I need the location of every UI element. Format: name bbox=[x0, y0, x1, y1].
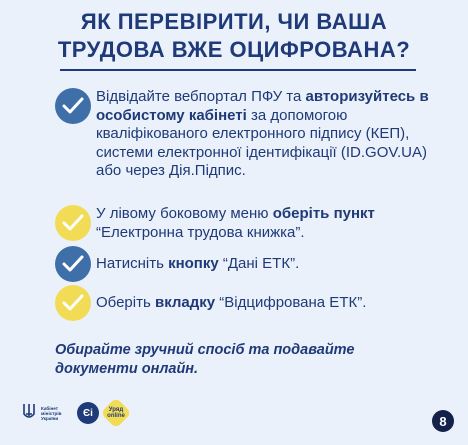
step-3-text: Натисніть кнопку “Дані ЕТК”. bbox=[96, 255, 300, 272]
title-line-1: ЯК ПЕРЕВІРИТИ, ЧИ ВАША bbox=[80, 9, 388, 34]
step-1-text: Відвідайте вебпортал ПФУ та авторизуйтесь в особистому кабінеті за допомогою кваліфікованого електронного підпису (КЕП), системи електронної ідентифікації (ID.GOV.UA) або через Дія.Підпис. bbox=[96, 88, 429, 179]
footer-logos bbox=[23, 400, 127, 426]
cabinet-logo-text: Кабінет міністрів України bbox=[41, 405, 62, 421]
check-badge bbox=[55, 285, 91, 321]
check-icon bbox=[62, 254, 84, 274]
call-to-action: Обирайте зручний спосіб та подавайте документи онлайн. bbox=[55, 342, 355, 377]
trident-icon bbox=[23, 403, 35, 424]
step-4-text: Оберіть вкладку “Відцифрована ЕТК”. bbox=[96, 294, 367, 311]
check-badge bbox=[55, 88, 91, 124]
uriad-online-logo: Уряд online bbox=[100, 397, 131, 428]
check-icon bbox=[62, 293, 84, 313]
ei-logo: Єі bbox=[77, 402, 99, 424]
page-number: 8 bbox=[432, 410, 454, 432]
check-icon bbox=[62, 213, 84, 233]
title-line-2: ТРУДОВА ВЖЕ ОЦИФРОВАНА? bbox=[57, 37, 411, 62]
check-badge bbox=[55, 205, 91, 241]
page-title bbox=[0, 8, 468, 64]
check-badge bbox=[55, 246, 91, 282]
check-icon bbox=[62, 96, 84, 116]
title-divider bbox=[60, 69, 416, 71]
step-2-text: У лівому боковому меню оберіть пункт “Електронна трудова книжка”. bbox=[96, 205, 375, 241]
